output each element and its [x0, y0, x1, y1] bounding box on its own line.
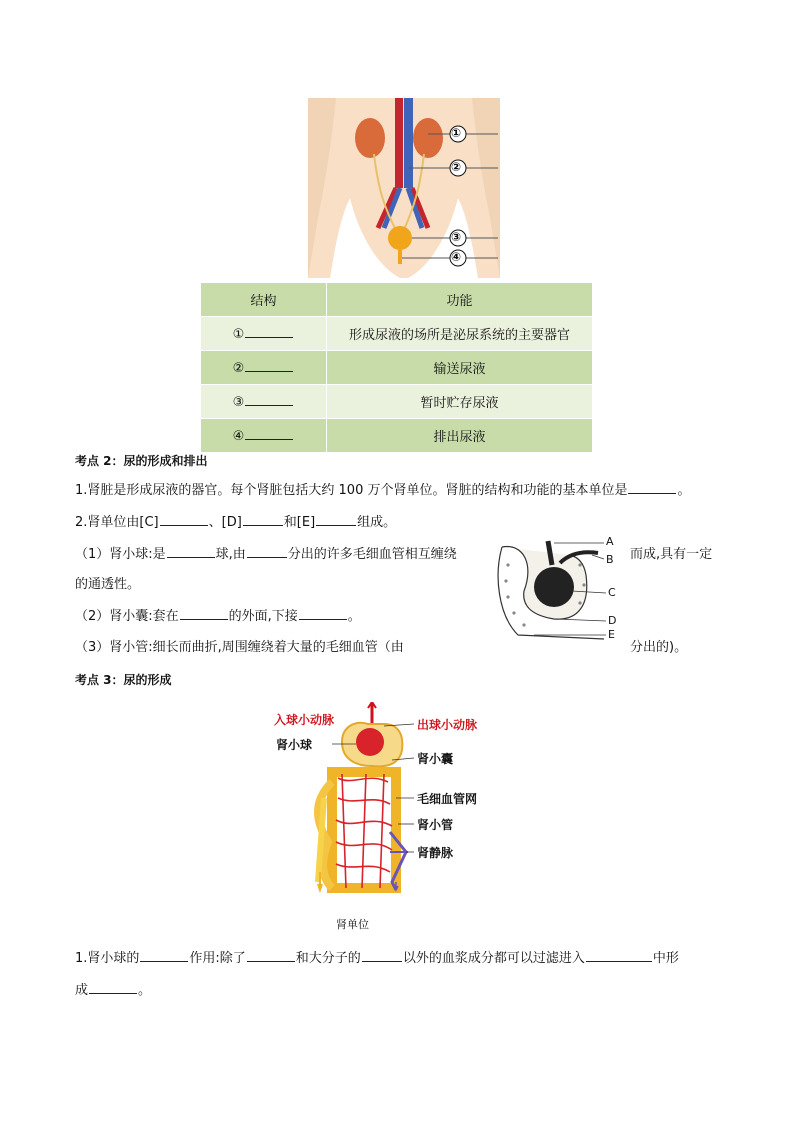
- header-structure: 结构: [201, 283, 327, 317]
- s2-question-1: 1.肾脏是形成尿液的器官。每个肾脏包括大约 100 万个肾单位。肾脏的结构和功能的基本单位是 。: [75, 483, 691, 498]
- marker-2: ②: [451, 160, 462, 174]
- nephron-detail-figure: [494, 535, 624, 645]
- urinary-system-illustration: [308, 98, 500, 278]
- table-row: [201, 385, 592, 419]
- label-c: C: [608, 586, 616, 599]
- marker-1: ①: [451, 126, 462, 140]
- label-e: E: [608, 628, 615, 641]
- header-function: 功能: [327, 283, 593, 317]
- marker-3: ③: [451, 230, 462, 244]
- function-cell: 暂时贮存尿液: [327, 385, 593, 419]
- nephron-detail-illustration: [494, 535, 624, 645]
- structure-cell: ④: [201, 419, 327, 453]
- label-glomerulus: 肾小球: [276, 738, 313, 752]
- table-row: [201, 351, 592, 385]
- label-in-arteriole: 入球小动脉: [274, 713, 335, 727]
- urinary-system-figure: [308, 98, 500, 278]
- structure-cell: ③: [201, 385, 327, 419]
- label-d: D: [608, 614, 617, 627]
- label-tubule: 肾小管: [417, 818, 454, 832]
- label-b: B: [606, 553, 614, 566]
- marker-4: ④: [451, 250, 462, 264]
- table-row: [201, 317, 592, 351]
- s2-point-3-end: 分出的)。: [630, 640, 688, 655]
- label-a: A: [606, 535, 614, 548]
- structure-cell: ②: [201, 351, 327, 385]
- nephron-figure: [272, 702, 492, 934]
- label-capsule: 肾小囊: [417, 752, 454, 766]
- label-out-arteriole: 出球小动脉: [417, 718, 478, 732]
- s2-point-1: （1）肾小球:是 球,由 分出的许多毛细血管相互缠绕: [75, 547, 457, 562]
- function-cell: 形成尿液的场所是泌尿系统的主要器官: [327, 317, 593, 351]
- s2-point-2: （2）肾小囊:套在 的外面,下接 。: [75, 609, 361, 624]
- function-cell: 输送尿液: [327, 351, 593, 385]
- function-cell: 排出尿液: [327, 419, 593, 453]
- s2-point-1-cont: 而成,具有一定: [630, 547, 713, 562]
- structure-cell: ①: [201, 317, 327, 351]
- s2-question-2: 2.肾单位由[C] 、[D] 和[E] 组成。: [75, 515, 397, 530]
- s3-question-1: 1.肾小球的 作用:除了 和大分子的 以外的血浆成分都可以过滤进入 中形: [75, 951, 679, 966]
- s2-point-3: （3）肾小管:细长而曲折,周围缠绕着大量的毛细血管（由: [75, 640, 404, 655]
- label-vein: 肾静脉: [417, 846, 454, 860]
- s2-point-1-end: 的通透性。: [75, 577, 141, 592]
- section3-heading: 考点 3：尿的形成: [75, 673, 172, 687]
- label-capillary: 毛细血管网: [417, 792, 478, 806]
- table-header-row: [201, 283, 592, 317]
- figure-caption: 肾单位: [336, 918, 369, 931]
- section2-heading: 考点 2：尿的形成和排出: [75, 454, 208, 468]
- structure-function-table: [201, 283, 592, 453]
- s3-question-1-cont: 成 。: [75, 983, 152, 998]
- table-row: [201, 419, 592, 453]
